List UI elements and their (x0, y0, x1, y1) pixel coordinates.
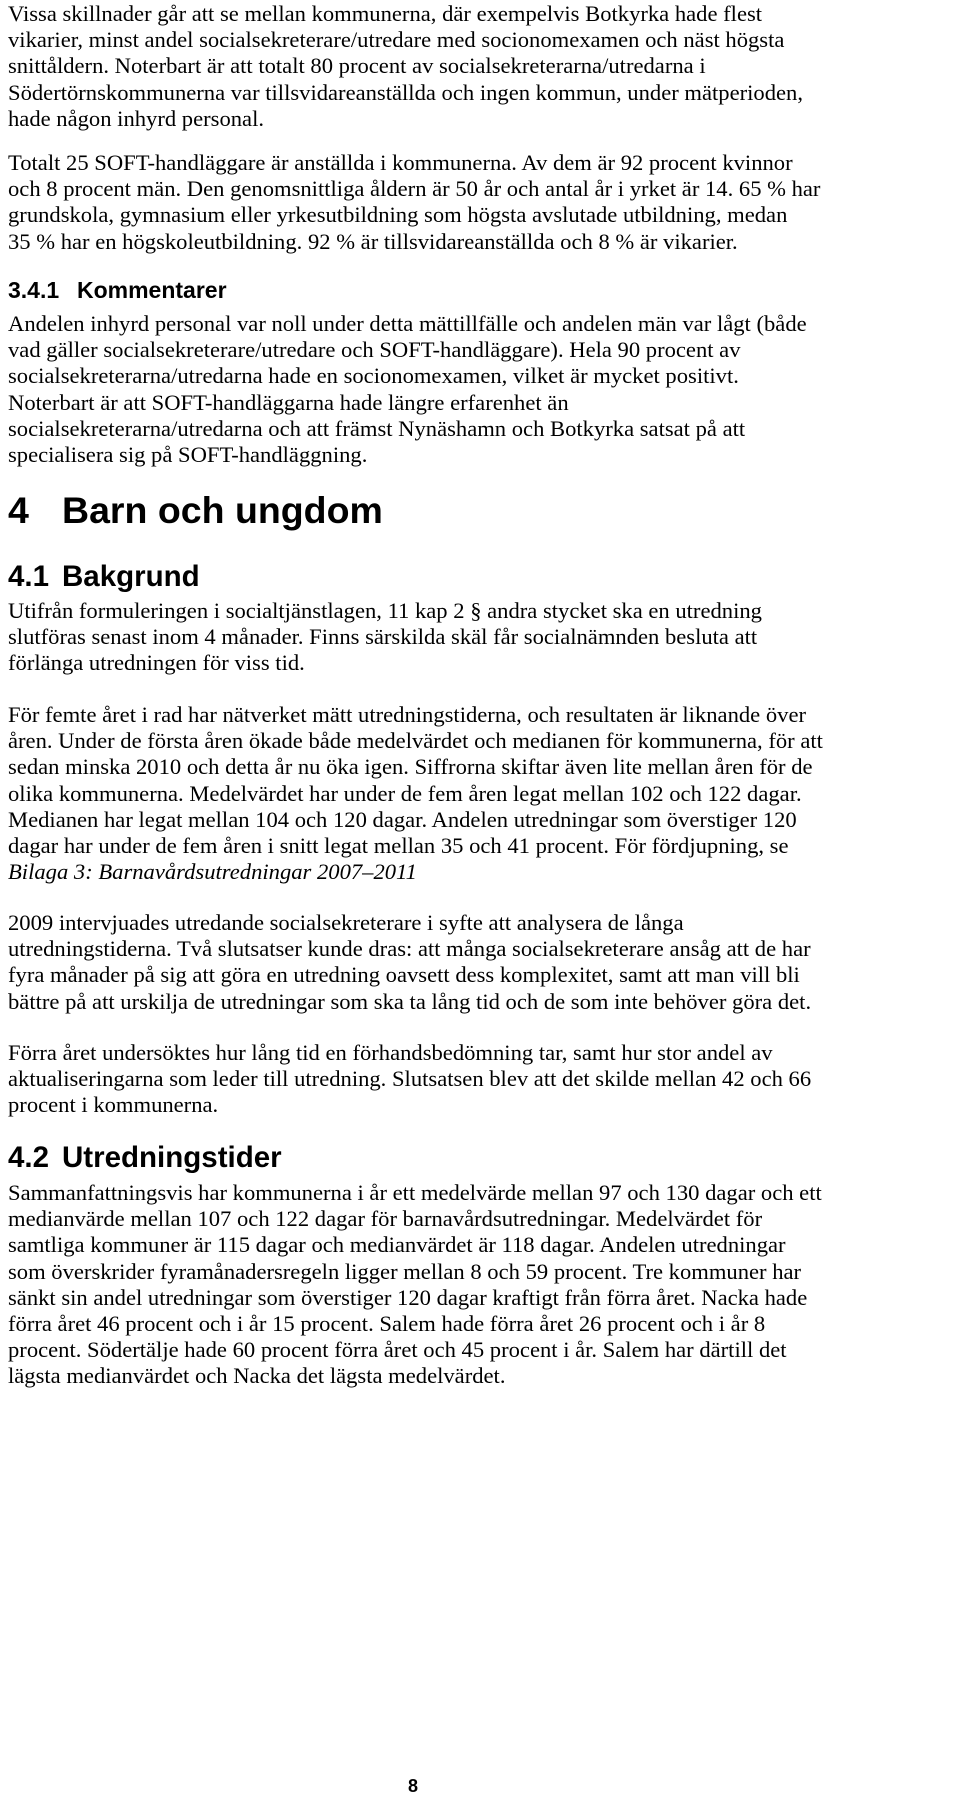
text-line: dagar har under de fem åren i snitt legat mellan 35 och 41 procent. För fördjupning, se (8, 833, 789, 859)
text-line: socialsekreterarna/utredarna och att främst Nynäshamn och Botkyrka satsat på att (8, 415, 746, 441)
text-line: Totalt 25 SOFT-handläggare är anställda i kommunerna. Av dem är 92 procent kvinnor (8, 150, 793, 175)
section-heading-4-1 (8, 560, 200, 594)
text-line: Medianen har legat mellan 104 och 120 dagar. Andelen utredningar som överstiger 120 (8, 806, 797, 832)
section-title: Bakgrund (62, 560, 200, 593)
section-number: 4.2 (8, 1141, 50, 1174)
text-line: Förra året undersöktes hur lång tid en förhandsbedömning tar, samt hur stor andel av (8, 1040, 773, 1065)
text-line: lägsta medianvärdet och Nacka det lägsta medelvärdet. (8, 1363, 506, 1389)
text-line: Vissa skillnader går att se mellan kommunerna, där exempelvis Botkyrka hade flest (8, 1, 763, 26)
text-line: För femte året i rad har nätverket mätt utredningstiderna, och resultaten är liknande över (8, 702, 806, 727)
paragraph (8, 150, 820, 255)
text-line: utredningstiderna. Två slutsatser kunde dras: att många socialsekreterare ansåg att de har (8, 936, 811, 962)
section-number: 4.1 (8, 560, 50, 593)
text-line: fyra månader på sig att göra en utredning oavsett dess komplexitet, samt att man vill bli (8, 962, 800, 988)
section-heading-3-4-1 (8, 276, 227, 304)
section-title: Kommentarer (77, 277, 227, 303)
text-line: Sammanfattningsvis har kommunerna i år ett medelvärde mellan 97 och 130 dagar och ett (8, 1180, 822, 1205)
paragraph (8, 702, 823, 885)
text-line: förlänga utredningen för viss tid. (8, 650, 305, 676)
paragraph (8, 1, 803, 132)
text-line: medianvärde mellan 107 och 122 dagar för barnavårdsutredningar. Medelvärdet för (8, 1206, 763, 1232)
text-line: vikarier, minst andel socialsekreterare/utredare med socionomexamen och näst högsta (8, 27, 785, 53)
section-title: Utredningstider (62, 1141, 282, 1174)
text-line: Utifrån formuleringen i socialtjänstlagen, 11 kap 2 § andra stycket ska en utredning (8, 598, 762, 623)
text-line: snittåldern. Noterbart är att totalt 80 procent av socialsekreterarna/utredarna i (8, 53, 706, 79)
paragraph (8, 1180, 822, 1390)
chapter-number: 4 (8, 489, 29, 531)
paragraph (8, 910, 811, 1015)
text-line: vad gäller socialsekreterare/utredare och SOFT-handläggare). Hela 90 procent av (8, 337, 741, 363)
text-line: socialsekreterarna/utredarna hade en socionomexamen, vilket är mycket positivt. (8, 363, 739, 389)
text-line: samtliga kommuner är 115 dagar och medianvärdet är 118 dagar. Andelen utredningar (8, 1232, 786, 1258)
text-line: grundskola, gymnasium eller yrkesutbildning som högsta avslutade utbildning, medan (8, 202, 788, 228)
text-line: slutföras senast inom 4 månader. Finns särskilda skäl får socialnämnden besluta att (8, 624, 758, 650)
text-line: Noterbart är att SOFT-handläggarna hade längre erfarenhet än (8, 389, 569, 415)
text-line: förra året 46 procent och i år 15 procent. Salem hade förra året 26 procent och i år 8 (8, 1311, 766, 1337)
chapter-heading-4 (8, 488, 383, 532)
paragraph (8, 311, 807, 468)
paragraph (8, 1040, 811, 1119)
paragraph (8, 598, 762, 677)
section-number: 3.4.1 (8, 277, 60, 303)
appendix-reference: Bilaga 3: Barnavårdsutredningar 2007–2011 (8, 859, 417, 885)
text-line: aktualiseringarna som leder till utredning. Slutsatsen blev att det skilde mellan 42 och 66 (8, 1066, 812, 1092)
text-line: bättre på att urskilja de utredningar som ska ta lång tid och de som inte behöver göra det. (8, 988, 812, 1014)
text-line: procent. Södertälje hade 60 procent förra året och 45 procent i år. Salem har därtill det (8, 1337, 787, 1363)
page-number: 8 (407, 1776, 418, 1796)
text-line: hade någon inhyrd personal. (8, 105, 264, 131)
chapter-title: Barn och ungdom (62, 489, 383, 531)
text-line: åren. Under de första åren ökade både medelvärdet och medianen för kommunerna, för att (8, 728, 823, 754)
text-line: sedan minska 2010 och detta år nu öka igen. Siffrorna skiftar även lite mellan åren för de (8, 754, 813, 780)
text-line: och 8 procent män. Den genomsnittliga åldern är 50 år och antal år i yrket är 14. 65 % har (8, 176, 821, 202)
text-line: 35 % har en högskoleutbildning. 92 % är tillsvidareanställda och 8 % är vikarier. (8, 228, 738, 254)
text-line: som överskrider fyramånadersregeln ligger mellan 8 och 59 procent. Tre kommuner har (8, 1258, 802, 1284)
text-line: 2009 intervjuades utredande socialsekreterare i syfte att analysera de långa (8, 910, 684, 935)
text-line: Andelen inhyrd personal var noll under detta mättillfälle och andelen män var lågt (både (8, 311, 807, 336)
text-line: procent i kommunerna. (8, 1092, 219, 1118)
text-line: Södertörnskommunerna var tillsvidareanställda och ingen kommun, under mätperioden, (8, 79, 803, 105)
text-line: specialisera sig på SOFT-handläggning. (8, 442, 368, 468)
text-line: olika kommunerna. Medelvärdet har under de fem åren legat mellan 102 och 122 dagar. (8, 780, 802, 806)
text-line: sänkt sin andel utredningar som överstiger 120 dagar kraftigt från förra året. Nacka hade (8, 1284, 808, 1310)
section-heading-4-2 (8, 1141, 282, 1175)
